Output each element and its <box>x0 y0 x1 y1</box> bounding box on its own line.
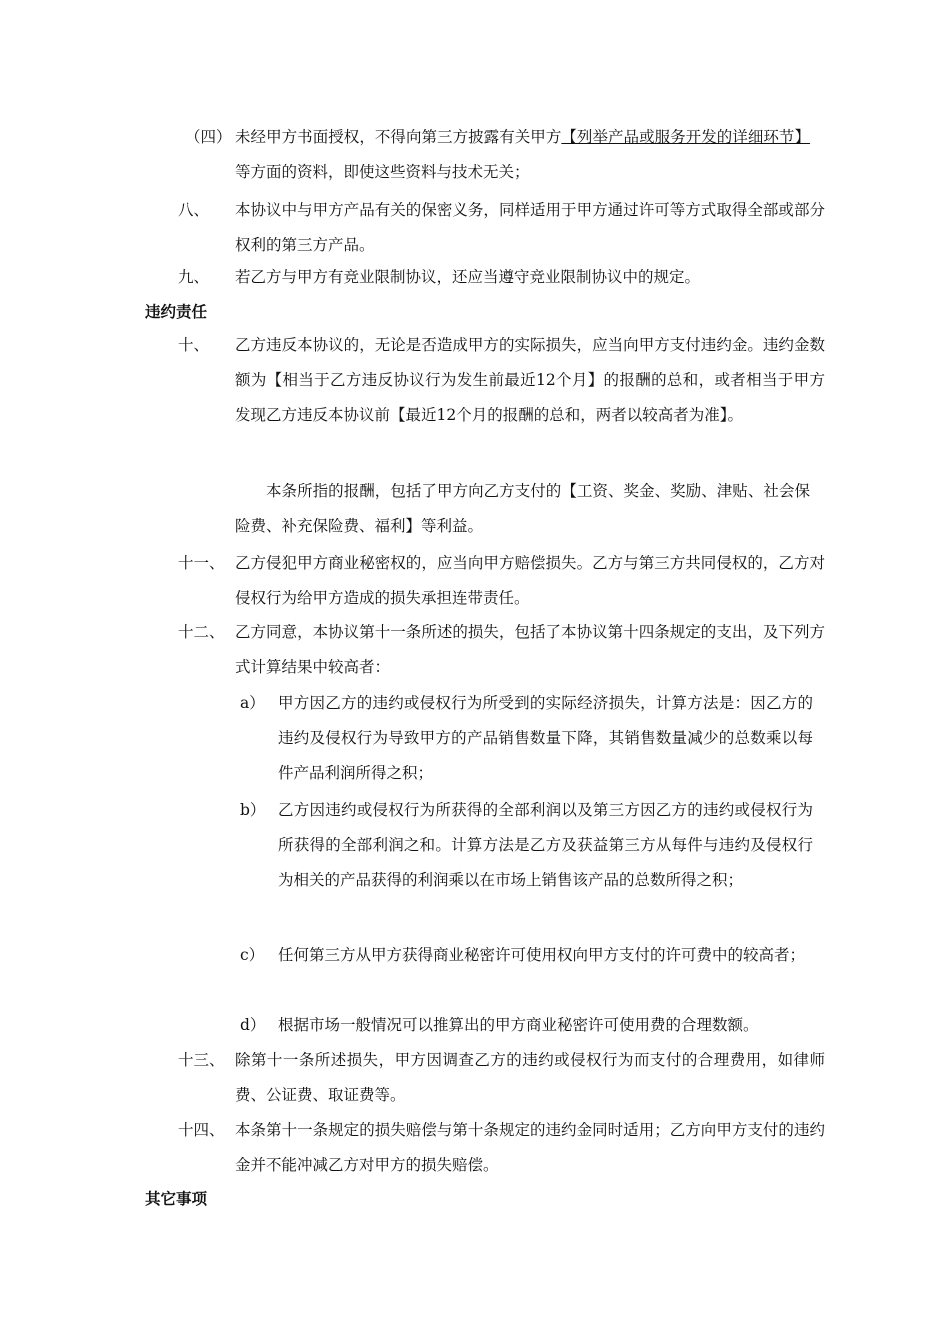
clause-text: 若乙方与甲方有竞业限制协议，还应当遵守竞业限制协议中的规定。 <box>235 268 701 286</box>
clause-text: 乙方违反本协议的，无论是否造成甲方的实际损失，应当向甲方支付违约金。违约金数额为【相当于乙方违反协议行为发生前最近12个月】的报酬的总和，或者相当于甲方发现乙方违反本协议前【最近12个月的报酬的总和，两者以较高者为准】。 <box>235 336 825 424</box>
clause-text: 乙方侵犯甲方商业秘密权的，应当向甲方赔偿损失。乙方与第三方共同侵权的，乙方对侵权行为给甲方造成的损失承担连带责任。 <box>235 554 825 607</box>
section-heading-breach: 违约责任 <box>145 303 208 321</box>
clause-text: 本协议中与甲方产品有关的保密义务，同样适用于甲方通过许可等方式取得全部或部分权利的第三方产品。 <box>235 201 825 254</box>
underlined-placeholder: 【列举产品或服务开发的详细环节】 <box>561 128 810 146</box>
clause-text: 未经甲方书面授权，不得向第三方披露有关甲方【列举产品或服务开发的详细环节】等方面的资料，即使这些资料与技术无关； <box>235 128 810 181</box>
clause-text: 乙方同意，本协议第十一条所述的损失，包括了本协议第十四条规定的支出，及下列方式计算结果中较高者： <box>235 623 825 676</box>
clause-number: 九、 <box>178 268 210 286</box>
sub-text: 甲方因乙方的违约或侵权行为所受到的实际经济损失，计算方法是：因乙方的违约及侵权行为导致甲方的产品销售数量下降，其销售数量减少的总数乘以每件产品利润所得之积； <box>278 694 813 782</box>
clause-number: 十三、 <box>178 1051 225 1069</box>
sub-label: c） <box>240 946 265 964</box>
sub-label: a） <box>240 694 265 712</box>
clause-number: 十二、 <box>178 623 225 641</box>
sub-text: 乙方因违约或侵权行为所获得的全部利润以及第三方因乙方的违约或侵权行为所获得的全部利润之和。计算方法是乙方及获益第三方从每件与违约及侵权行为相关的产品获得的利润乘以在市场上销售该产品的总数所得之积； <box>278 801 813 889</box>
sub-label: d） <box>240 1016 266 1034</box>
clause-number: 十一、 <box>178 554 225 572</box>
clause-text: 本条第十一条规定的损失赔偿与第十条规定的违约金同时适用；乙方向甲方支付的违约金并不能冲减乙方对甲方的损失赔偿。 <box>235 1121 825 1174</box>
sub-text: 任何第三方从甲方获得商业秘密许可使用权向甲方支付的许可费中的较高者； <box>278 946 806 964</box>
clause-number: 十、 <box>178 336 210 354</box>
clause-number: （四） <box>185 128 232 146</box>
clause-number: 十四、 <box>178 1121 225 1139</box>
sub-text: 根据市场一般情况可以推算出的甲方商业秘密许可使用费的合理数额。 <box>278 1016 759 1034</box>
clause-10-paragraph: 本条所指的报酬，包括了甲方向乙方支付的【工资、奖金、奖励、津贴、社会保险费、补充保险费、福利】等利益。 <box>235 482 810 535</box>
clause-text: 除第十一条所述损失，甲方因调查乙方的违约或侵权行为而支付的合理费用，如律师费、公证费、取证费等。 <box>235 1051 825 1104</box>
section-heading-other: 其它事项 <box>145 1190 208 1208</box>
sub-label: b） <box>240 801 266 819</box>
clause-number: 八、 <box>178 201 210 219</box>
